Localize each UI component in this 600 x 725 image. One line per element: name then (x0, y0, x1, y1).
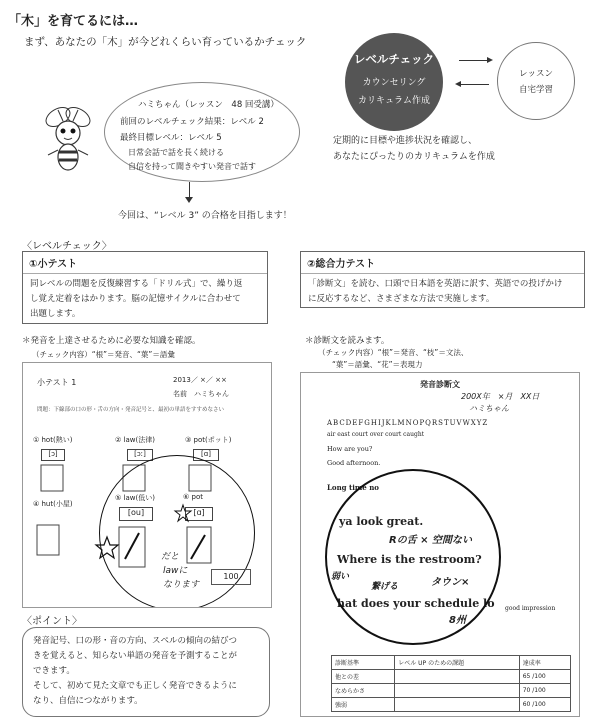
correction-mark: 繋げる (371, 582, 399, 592)
goal-pronunciation: 自信を持って聞きやすい発音で話す (128, 162, 256, 171)
table-header: 診断基準 (332, 656, 395, 670)
counseling-label: カウンセリング (362, 78, 426, 88)
correction-mark: 8州 (449, 615, 466, 626)
current-goal: 今回は、“レベル 3” の合格を目指します！ (118, 211, 292, 221)
arrow-left-icon (459, 84, 489, 85)
test-date: 2013／ ×／ ×× (173, 376, 227, 384)
table-header: 達成率 (519, 656, 570, 670)
lesson-label: レッスン (519, 69, 553, 79)
good-impression: good impression (505, 605, 556, 612)
small-test-title: ①小テスト (23, 252, 267, 274)
flow-note-line: あなたにぴったりのカリキュラムを作成 (333, 152, 495, 162)
flow-note-line: 定期的に目標や進捗状況を確認し、 (333, 136, 478, 146)
question-6: ⑥ pot (183, 493, 203, 501)
total-test-caption: ＊診断文を読みます。 (305, 336, 390, 346)
handwritten-note: lawに (163, 566, 188, 576)
table-cell (395, 684, 519, 698)
answer-5: [ou] (119, 507, 153, 521)
home-study-label: 自宅学習 (518, 85, 553, 95)
arrow-right-icon (459, 60, 489, 61)
goal-conversation: 日常会話で話を長く続ける (128, 148, 224, 157)
question-3: ③ pot(ポット) (185, 436, 232, 444)
lesson-circle (497, 42, 575, 120)
table-cell (395, 670, 519, 684)
page-subtitle: まず、あなたの「木」が今どれくらい育っているかチェック (24, 36, 307, 48)
diagnosis-sheet-image (300, 372, 580, 717)
test-score: 100 (211, 569, 251, 585)
point-box (22, 627, 270, 717)
diagnosis-title: 発音診断文 (420, 380, 460, 389)
diagnosis-date: 200X年 ×月 XX日 (461, 392, 540, 401)
sentence-3: hat does your schedule lo (337, 597, 495, 610)
correction-mark: Rの舌 × 空間ない (389, 535, 473, 546)
table-cell: 70 /100 (519, 684, 570, 698)
small-test-body: 同レベルの問題を反復練習する「ドリル式」で、繰り返 (30, 279, 243, 289)
correction-mark: 弱い (331, 572, 350, 582)
answer-6: [ɑ] (185, 507, 213, 521)
level-check-heading: 〈レベルチェック〉 (22, 241, 112, 252)
small-test-caption: ＊発音を上達させるために必要な知識を確認。 (22, 336, 201, 346)
final-goal: 最終目標レベル：レベル 5 (120, 133, 222, 143)
total-test-check-content: （チェック内容）“根”＝発音、“枝”＝文法、 (318, 348, 469, 357)
handwritten-note: なります (163, 580, 200, 590)
small-test-box (22, 251, 268, 324)
sentence-2: Where is the restroom? (337, 553, 482, 566)
good-afternoon: Good afternoon. (327, 459, 381, 467)
point-line: 発音記号、口の形・音の方向、スペルの傾向の結びつ (33, 636, 238, 646)
small-test-body: 出題します。 (30, 309, 81, 319)
alphabet-line: ABCDEFGHIJKLMNOPQRSTUVWXYZ (327, 419, 489, 427)
total-test-body: 「診断文」を読む、口頭で日本語を英語に訳す、英語での投げかけ (308, 279, 563, 289)
question-1: ① hot(熱い) (33, 436, 73, 444)
level-check-circle (345, 33, 443, 131)
table-cell: なめらかさ (332, 684, 395, 698)
small-test-sheet-image (22, 362, 272, 608)
page-title: 「木」を育てるには… (8, 14, 139, 29)
point-line: そして、初めて見た文章でも正しく発音できるように (33, 681, 237, 691)
level-check-label: レベルチェック (353, 52, 435, 66)
point-line: なり、自信につながります。 (33, 696, 143, 706)
total-test-check-content-2: “葉”＝語彙、“花”＝表現力 (332, 360, 423, 369)
table-cell: 強弱 (332, 698, 395, 712)
question-2: ② law(法律) (115, 436, 155, 444)
question-5: ⑤ law(低い) (115, 494, 155, 502)
test-heading: 小テスト 1 (37, 378, 77, 387)
curriculum-label: カリキュラム作成 (358, 96, 430, 106)
answer-1: [ɔ] (41, 449, 65, 461)
flow-note (333, 133, 495, 165)
point-line: きを覚えると、知らない単語の発音を予測することが (33, 651, 238, 661)
answer-2: [ɔː] (127, 449, 153, 461)
test-name: 名前 ハミちゃん (173, 390, 229, 398)
diagnosis-correction-circle (325, 469, 501, 645)
total-test-body: に反応するなど、さまざまな方法で実施します。 (308, 294, 495, 304)
handwritten-note: だと (161, 552, 180, 562)
arrow-down-head-icon (185, 197, 193, 203)
profile-name: ハミちゃん（レッスン 48 回受講） (138, 100, 279, 110)
point-heading: 〈ポイント〉 (22, 616, 82, 627)
question-4: ④ hut(小屋) (33, 500, 73, 508)
correction-mark: タウン× (431, 577, 470, 588)
how-are-you: How are you? (327, 445, 373, 453)
word-line: air east court over court caught (327, 431, 425, 438)
answer-3: [ɑ] (193, 449, 219, 461)
previous-result: 前回のレベルチェック結果：レベル 2 (120, 117, 264, 127)
small-test-body: し覚え定着をはかります。脳の記憶サイクルに合わせて (30, 294, 241, 304)
small-test-check-content: （チェック内容）“根”＝発音、“葉”＝語彙 (32, 350, 175, 359)
table-cell: 65 /100 (519, 670, 570, 684)
table-cell (395, 698, 519, 712)
point-line: できます。 (33, 666, 75, 676)
sentence-1: ya look great. (339, 515, 424, 528)
test-instruction: 問題：下線部の口の形・舌の方向・発音記号と、最初の単語をすすめなさい (37, 407, 225, 413)
table-cell: 他との差 (332, 670, 395, 684)
long-time: Long time no (327, 483, 379, 492)
table-cell: 60 /100 (519, 698, 570, 712)
table-header: レベル UP のための課題 (395, 656, 519, 670)
diagnosis-table (331, 655, 571, 712)
total-test-title: ②総合力テスト (301, 252, 584, 274)
bee-mascot-icon (28, 95, 108, 175)
diagnosis-name: ハミちゃん (469, 404, 509, 413)
total-test-box (300, 251, 585, 308)
